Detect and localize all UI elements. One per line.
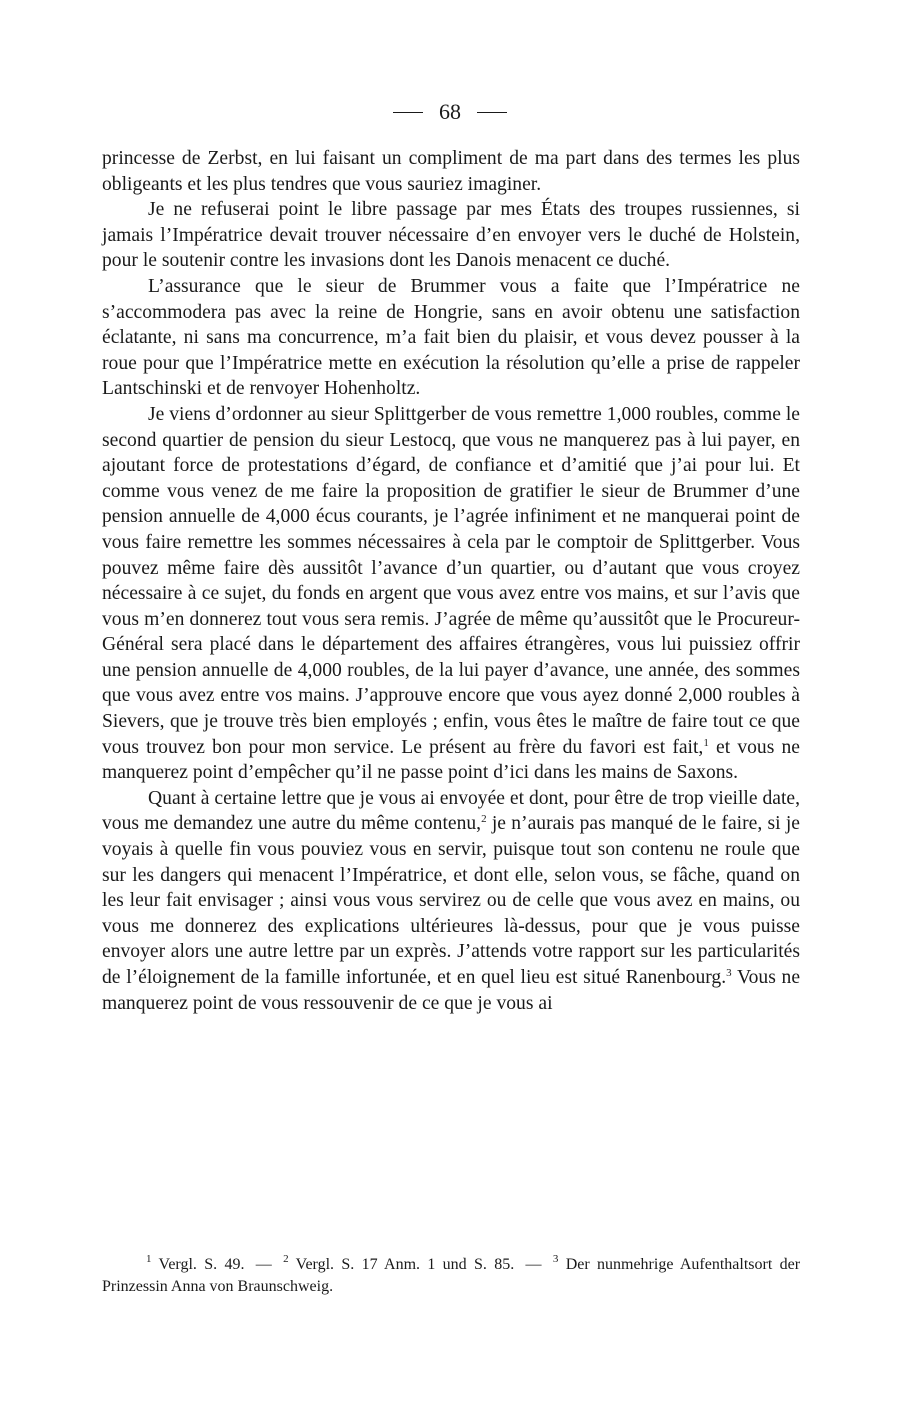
footnote-number: 2: [283, 1253, 289, 1265]
footnote-text: Vergl. S. 49.: [158, 1256, 245, 1273]
paragraph-text: et vous ne manquerez point d’empêcher qu’il ne passe point d’ici dans les mains de Saxons.: [102, 736, 800, 784]
footnote-marker: 1: [703, 736, 709, 749]
footnote-number: 1: [146, 1253, 152, 1265]
paragraph-text: Je viens d’ordonner au sieur Splittgerber de vous remettre 1,000 roubles, comme le second quartier de pension du sieur Lestocq, que vous ne manquerez pas à lui payer, en ajoutant force de protestations d’égard, de confiance et d’amitié que j’ai pour lui. Et comme vous venez de me faire la proposition de gratifier le sieur de Brummer d’une pension annuelle de 4,000 écus courants, je l’agrée infiniment et ne manquerai point de vous faire remettre les sommes nécessaires à cela par le comptoir de Splittgerber. Vous pouvez même faire dès aussitôt l’avance d’un quartier, ou d’autant que vous croyez nécessaire à ce sujet, du fonds en argent que vous avez entre vos mains, et sur l’avis que vous m’en donnerez tout vous sera remis. J’agrée de même qu’aussitôt que le Procureur-Général sera placé dans le département des affaires étrangères, vous lui puissiez offrir une pension annuelle de 4,000 roubles, de la lui payer d’avance, une année, des sommes que vous avez entre vos mains. J’approuve encore que vous ayez donné 2,000 roubles à Sievers, que je trouve très bien employés ; enfin, vous êtes le maître de faire tout ce que vous trouvez bon pour mon service. Le présent au frère du favori est fait,: [102, 403, 800, 758]
paragraph: [102, 197, 800, 274]
page-number: 68: [439, 99, 461, 124]
footnote-text: Vergl. S. 17 Anm. 1 und S. 85.: [295, 1256, 515, 1273]
footnote-text: Der nunmehrige Aufenthaltsort der Prinzessin Anna von Braunschweig.: [102, 1256, 801, 1295]
header-rule-left: [393, 112, 423, 113]
page-header: [0, 99, 900, 125]
footnote-separator: —: [525, 1256, 542, 1273]
footnote-number: 3: [552, 1253, 559, 1265]
header-rule-right: [477, 112, 507, 113]
footnotes: [102, 1254, 800, 1298]
footnote-separator: —: [255, 1256, 272, 1273]
paragraph: [102, 402, 800, 786]
footnote-block: [102, 1254, 800, 1298]
paragraph: [102, 786, 800, 1016]
main-text: [102, 146, 800, 1016]
footnote-marker: 2: [481, 813, 487, 826]
paragraph: [102, 274, 800, 402]
paragraph-text: je n’aurais pas manqué de le faire, si je voyais à quelle fin vous pouviez vous en servir, puisque tout son contenu ne roule que sur les dangers qui menacent l’Impératrice, et dont elle, selon vous, se fâche, quand on les leur fait envisager ; ainsi vous vous servirez ou de celle que vous avez en mains, ou vous me donnerez des explications ultérieures là-dessus, pour que je vous puisse envoyer alors une autre lettre par un exprès. J’attends votre rapport sur les particularités de l’éloignement de la famille infortunée, et en quel lieu est situé Ranenbourg.: [102, 813, 800, 988]
footnote-marker: 3: [726, 967, 732, 979]
paragraph-text: princesse de Zerbst, en lui faisant un compliment de ma part dans des termes les plus obligeants et les plus tendres que vous sauriez imaginer.: [102, 148, 800, 195]
paragraph-text: Vous ne manquerez point de vous ressouvenir de ce que je vous ai: [102, 967, 801, 1014]
paragraph-text: Je ne refuserai point le libre passage par mes États des troupes russiennes, si jamais l’Impératrice devait trouver nécessaire d’en envoyer vers le duché de Holstein, pour le soutenir contre les invasions dont les Danois menacent ce duché.: [102, 199, 800, 272]
paragraph-text: Quant à certaine lettre que je vous ai envoyée et dont, pour être de trop vieille date, vous me demandez une autre du même contenu,: [102, 787, 800, 835]
paragraph-text: L’assurance que le sieur de Brummer vous a faite que l’Impératrice ne s’accommodera pas avec la reine de Hongrie, sans en avoir obtenu une satisfaction éclatante, ni sans ma concurrence, m’a fait bien du plaisir, et vous devez pousser à la roue pour que l’Impératrice mette en exécution la résolution qu’elle a prise de rappeler Lantschinski et de renvoyer Hohenholtz.: [102, 275, 800, 400]
paragraph: [102, 146, 800, 197]
